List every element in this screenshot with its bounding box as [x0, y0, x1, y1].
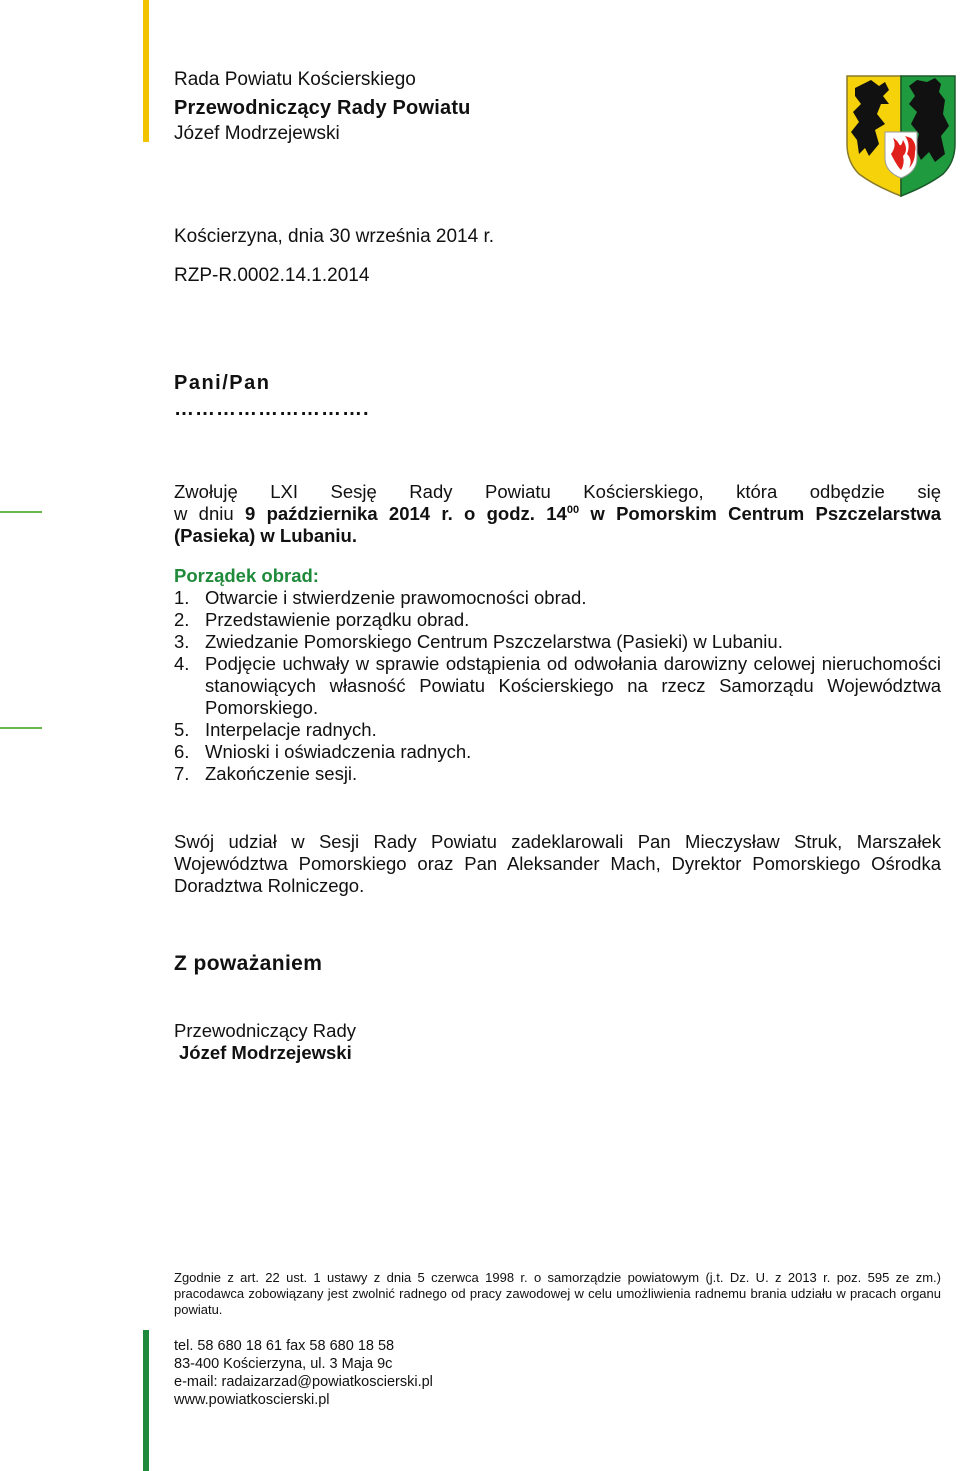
agenda-item-text: Interpelacje radnych. — [205, 719, 377, 740]
reference-number: RZP-R.0002.14.1.2014 — [174, 265, 370, 286]
legal-note: Zgodnie z art. 22 ust. 1 ustawy z dnia 5 czerwca 1998 r. o samorządzie powiatowym (j.t. Dz. U. z 2013 r. poz. 595 ze zm.) pracodawca zobowiązany jest zwolnić radnego od pracy zawodowej w celu umożliwienia radnemu brania udziału w pracach organu powiatu. — [174, 1270, 941, 1317]
closing-salutation: Z poważaniem — [174, 952, 323, 975]
contact-website[interactable]: www.powiatkoscierski.pl — [174, 1392, 330, 1408]
agenda-heading: Porządek obrad: — [174, 565, 319, 586]
place-date: Kościerzyna, dnia 30 września 2014 r. — [174, 226, 495, 247]
agenda-item-number: 6. — [174, 741, 190, 762]
agenda-item-number: 4. — [174, 653, 190, 674]
intro-prefix: w dniu — [174, 503, 245, 524]
agenda-item-number: 5. — [174, 719, 190, 740]
fold-mark-bottom — [0, 727, 42, 729]
signature-role: Przewodniczący Rady — [174, 1020, 356, 1041]
addressee-placeholder: ………………………. — [174, 398, 370, 420]
agenda-item — [174, 653, 941, 719]
agenda-item-number: 2. — [174, 609, 190, 630]
session-minutes: 00 — [566, 503, 580, 516]
agenda-item-text: Wnioski i oświadczenia radnych. — [205, 741, 472, 762]
council-name: Rada Powiatu Kościerskiego — [174, 69, 416, 90]
fold-mark-top — [0, 511, 42, 513]
agenda-item-number: 7. — [174, 763, 190, 784]
agenda-item-text: Podjęcie uchwały w sprawie odstąpienia od odwołania darowizny celowej nieruchomości stanowiących własność Powiatu Kościerskiego na rzecz Samorządu Województwa Pomorskiego. — [205, 653, 941, 718]
agenda-item — [174, 741, 941, 763]
chairman-role: Przewodniczący Rady Powiatu — [174, 97, 471, 119]
yellow-margin-bar — [143, 0, 149, 142]
agenda-item-number: 3. — [174, 631, 190, 652]
addressee-salutation: Pani/Pan — [174, 372, 271, 394]
county-coat-of-arms-icon — [845, 74, 957, 198]
session-venue: w Pomorskim Centrum Pszczelarstwa — [579, 503, 941, 524]
agenda-item — [174, 609, 941, 631]
agenda-item-text: Zakończenie sesji. — [205, 763, 358, 784]
agenda-item — [174, 719, 941, 741]
green-margin-bar — [143, 1330, 149, 1471]
contact-address: 83-400 Kościerzyna, ul. 3 Maja 9c — [174, 1356, 393, 1372]
participation-paragraph: Swój udział w Sesji Rady Powiatu zadeklarowali Pan Mieczysław Struk, Marszałek Województwa Pomorskiego oraz Pan Aleksander Mach, Dyrektor Pomorskiego Ośrodka Doradztwa Rolniczego. — [174, 831, 941, 896]
agenda-item — [174, 763, 941, 785]
session-date: 9 października 2014 r. o godz. 14 — [244, 503, 567, 524]
agenda-item-text: Przedstawienie porządku obrad. — [205, 609, 470, 630]
session-date-time — [245, 503, 941, 524]
intro-line-2 — [174, 503, 941, 525]
agenda-item-number: 1. — [174, 587, 190, 608]
intro-line-3: (Pasieka) w Lubaniu. — [174, 525, 357, 546]
agenda-item-text: Otwarcie i stwierdzenie prawomocności obrad. — [205, 587, 587, 608]
contact-email[interactable]: e-mail: radaizarzad@powiatkoscierski.pl — [174, 1374, 433, 1390]
agenda-item-text: Zwiedzanie Pomorskiego Centrum Pszczelarstwa (Pasieki) w Lubaniu. — [205, 631, 783, 652]
chairman-name: Józef Modrzejewski — [174, 123, 340, 144]
agenda-item — [174, 631, 941, 653]
contact-phone: tel. 58 680 18 61 fax 58 680 18 58 — [174, 1338, 395, 1354]
signature-name: Józef Modrzejewski — [179, 1042, 352, 1063]
intro-line-1: Zwołuję LXI Sesję Rady Powiatu Kościerskiego, która odbędzie się — [174, 481, 941, 502]
agenda-item — [174, 587, 941, 609]
